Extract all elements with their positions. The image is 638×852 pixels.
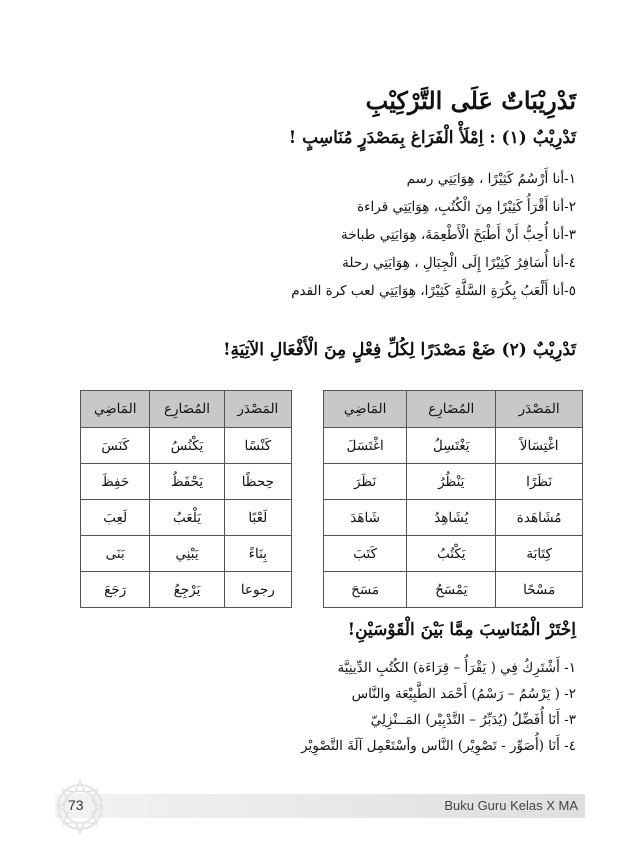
table-cell: مَسْحًا	[496, 572, 583, 608]
table-row	[81, 536, 292, 572]
exercise-3-line: ١- أَشْتَرِكُ فِي ( يَقْرَأُ – قِرَاءَة) الكُتُبِ الدِّينِيَّة	[337, 660, 576, 676]
table-cell: يَغْتَسِلُ	[407, 428, 496, 464]
exercise-1-line: ١-أنا أَرْسُمُ كَثِيْرًا ، هِوَايَتِي رسم	[406, 171, 576, 187]
exercise-3-line: ٣- أَنَا أُفَضِّلُ (يُدَبِّرُ – التَّدْبِيْر) المَــنْزِلِيّ	[370, 712, 576, 728]
column-header-masdar: المَصْدَر	[496, 391, 583, 428]
page-number: 73	[68, 797, 84, 813]
table-row	[324, 464, 583, 500]
table-cell: يَكْنُسُ	[150, 428, 224, 464]
table-cell: اغْتَسَلَ	[324, 428, 407, 464]
column-header-masdar: المَصْدَر	[224, 391, 291, 428]
table-cell: يُشَاهِدُ	[407, 500, 496, 536]
table-cell: لَعِبَ	[81, 500, 150, 536]
table-cell: كَتَبَ	[324, 536, 407, 572]
column-header-madhi: المَاضِي	[81, 391, 150, 428]
table-cell: كَنَسَ	[81, 428, 150, 464]
verb-table-left	[80, 390, 292, 608]
table-cell: رَجَعَ	[81, 572, 150, 608]
table-cell: بَنَى	[81, 536, 150, 572]
table-header-row	[324, 391, 583, 428]
column-header-mudhari: المُضَارِع	[407, 391, 496, 428]
page-title: تَدْرِيْبَاتٌ عَلَى التَّرْكِيْبِ	[365, 86, 576, 115]
book-title: Buku Guru Kelas X MA	[444, 798, 578, 813]
table-cell: شَاهَدَ	[324, 500, 407, 536]
table-cell: حَفِظَ	[81, 464, 150, 500]
table-cell: يَرْجِعُ	[150, 572, 224, 608]
table-cell: مَسَحَ	[324, 572, 407, 608]
table-cell: يَحْفَظُ	[150, 464, 224, 500]
column-header-mudhari: المُضَارِع	[150, 391, 224, 428]
exercise-2-heading: تَدْرِيْبٌ (٢) ضَعْ مَصْدَرًا لِكُلِّ فِعْلٍ مِنَ الْأَفْعَالِ الآتِيَةِ!	[223, 340, 576, 360]
verb-table-right	[323, 390, 583, 608]
table-cell: نَظَرَ	[324, 464, 407, 500]
table-cell: يَكْتُبُ	[407, 536, 496, 572]
exercise-3-line: ٤- أَنَا (أُصَوِّر - تَصْوِيْر) النَّاس وأسْتَعْمِل آلَةَ التَّصْوِيْر	[301, 738, 576, 754]
table-cell: نَظَرًا	[496, 464, 583, 500]
exercise-1-line: ٢-أنا أَقْرَأُ كَثِيْرًا مِنَ الْكُتُبِ، هِوَايَتِي قراءة	[357, 199, 576, 215]
table-cell: مُشَاهَدة	[496, 500, 583, 536]
table-row	[324, 428, 583, 464]
table-cell: رجوعا	[224, 572, 291, 608]
exercise-1-line: ٤-أنا أُسَافِرُ كَثِيْرًا إِلَى الْجِبَالِ ، هِوَايَتِي رحلة	[342, 255, 576, 271]
column-header-madhi: المَاضِي	[324, 391, 407, 428]
table-cell: اغْتِسَالاً	[496, 428, 583, 464]
table-row	[324, 500, 583, 536]
exercise-1-line: ٥-أنا أَلْعَبُ بِكُرَةِ السَّلَّةِ كَثِيْرًا، هِوَايَتِي لعب كرة القدم	[291, 283, 576, 299]
exercise-3-line: ٢- ( يَرْسُمُ – رَسْمُ) أَحْمَد الطَّبِيْعَة والنَّاس	[351, 686, 576, 702]
table-row	[324, 536, 583, 572]
table-cell: بِنَاءً	[224, 536, 291, 572]
table-cell: يَنْظُرُ	[407, 464, 496, 500]
table-cell: يَلْعَبُ	[150, 500, 224, 536]
table-cell: يَبْنِي	[150, 536, 224, 572]
table-row	[81, 428, 292, 464]
exercise-3-heading: اِخْتَرْ الْمُنَاسِبَ مِمَّا بَيْنَ الْقَوْسَيْنِ!	[347, 620, 576, 640]
exercise-1-line: ٣-أنا أُحِبُّ أَنْ أَطْبَخَ الْأَطْعِمَةَ، هِوَايَتِي طباخة	[340, 227, 576, 243]
table-row	[324, 572, 583, 608]
table-row	[81, 464, 292, 500]
table-cell: يَمْسَحُ	[407, 572, 496, 608]
table-cell: كِتَابَة	[496, 536, 583, 572]
table-row	[81, 500, 292, 536]
table-cell: حِحظًا	[224, 464, 291, 500]
table-cell: كَنْسًا	[224, 428, 291, 464]
exercise-1-heading: تَدْرِيْبٌ (١) : اِمْلَأْ الْفَرَاغ بِمَصْدَرٍ مُنَاسِبٍ !	[288, 128, 576, 148]
table-header-row	[81, 391, 292, 428]
table-row	[81, 572, 292, 608]
table-cell: لَعْبًا	[224, 500, 291, 536]
